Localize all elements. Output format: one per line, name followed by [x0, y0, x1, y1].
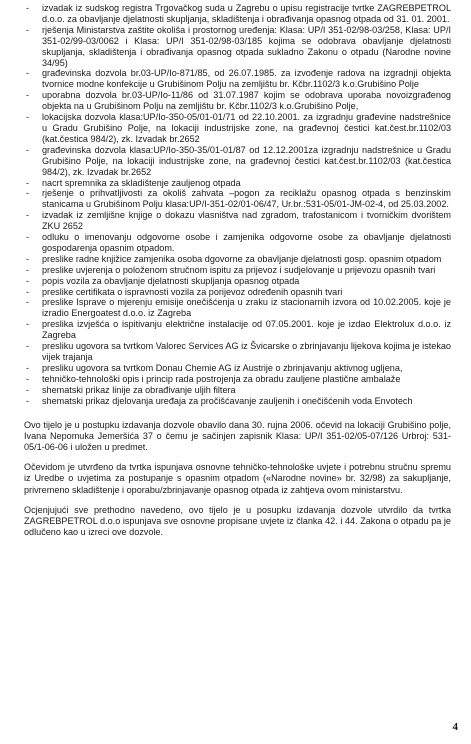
list-item: [24, 341, 451, 363]
list-item-text: nacrt spremnika za skladištenje zauljenog otpada: [42, 177, 241, 188]
list-marker: -: [26, 188, 30, 199]
list-item: [24, 178, 451, 189]
list-item: [24, 396, 451, 407]
list-marker: -: [26, 362, 30, 373]
list-item-text: preslike radne knjižice zamjenika osoba dgovorne za obavljanje djelatnosti gosp. opasnim otpadom: [42, 253, 442, 264]
list-item: [24, 3, 451, 25]
list-item: [24, 90, 451, 112]
list-item-text: lokacijska dozvola klasa:UP/Io-350-05/01-01/71 od 22.10.2001. za izgradnju građevine nadstrešnice u Gradu Grubišino Polje, na lokaciji industrijske zone, na građevnoj čestici kat.čest.br.1102/03 (kat.čestica 984/2), zk. Izvadak br.2652: [42, 112, 451, 144]
list-marker: -: [26, 264, 30, 275]
list-marker: -: [26, 341, 30, 352]
list-item: [24, 287, 451, 298]
inspection-paragraph: Ovo tijelo je u postupku izdavanja dozvole obavilo dana 30. rujna 2006. očevid na lokaciji Grubišino polje, Ivana Nepomuka Jemeršića 37 o čemu je sačinjen zapisnik Klasa: UP/I 351-02/05-07/126 Urbroj: 531-05/1-06-06 i uložen u predmet.: [24, 419, 451, 452]
list-item: [24, 232, 451, 254]
list-marker: -: [26, 297, 30, 308]
list-marker: -: [26, 286, 30, 297]
list-item-text: preslike certifikata o ispravnosti vozila za porijevoz određenih opasnih tvari: [42, 286, 343, 297]
findings-paragraph: Očevidom je utvrđeno da tvrtka ispunjava osnovne tehničko-tehnološke uvjete i potrebnu stručnu spremu iz Uredbe o uvjetima za postupanje s opasnim otpadom («Narodne novine» br. 32/98) za sakupljanje, privremeno skladištenje i oporabu/zbrinjavanje opasnog otpada iz zahtjeva ovom ministarstvu.: [24, 462, 451, 495]
list-item: [24, 145, 451, 178]
list-marker: -: [26, 90, 30, 101]
list-item-text: shematski prikaz linije za obrađivanje uljih filtera: [42, 384, 236, 395]
list-item: [24, 297, 451, 319]
list-marker: -: [26, 395, 30, 406]
list-marker: -: [26, 319, 30, 330]
list-item: [24, 374, 451, 385]
list-item: [24, 210, 451, 232]
list-marker: -: [26, 373, 30, 384]
list-item-text: preslike Isprave o mjerenju emisije onečišćenja u zraku iz stacionarnih izvora od 10.02.2005. koje je izradio Energoatest d.o.o. iz Zagreba: [42, 297, 451, 319]
list-item-text: građevinska dozvola klasa:UP/Io-350-35/01-01/87 od 12.12.2001za izgradnju nadstrešnice u Gradu Grubišino Polje, na lokaciji industrijske zone, na građevnoj čestici kat.čest.br.1102/03 (kat.čestica 984/2), zk. Izvadak br.2652: [42, 144, 451, 177]
list-marker: -: [26, 144, 30, 155]
list-item: [24, 319, 451, 341]
list-item-text: odluku o imenovanju odgovorne osobe i zamjenika odgovorne osobe za obavljanje djelatnosti gospodarenja opasnim otpadom.: [42, 232, 451, 253]
list-item: [24, 265, 451, 276]
list-item: [24, 68, 451, 90]
list-item-text: rješenje o prihvatljivosti za okoliš zahvata –pogon za reciklažu opasnog otpada s benzinskim stanicama u Grubišinom Polju klasa:UP/I-351-02/01-06/47, Ur.br.:531-05/01-JM-02-4, od 25.03.2002.: [42, 188, 451, 210]
list-marker: -: [26, 232, 30, 243]
list-item: [24, 112, 451, 145]
list-item-text: izvadak iz zemljišne knjige o dokazu vlasništva nad zgradom, trafostanicom i tvorničkim dvorištem ZKU 2652: [42, 210, 451, 232]
list-marker: -: [26, 384, 30, 395]
list-marker: -: [26, 3, 30, 13]
list-item: [24, 25, 451, 69]
list-item-text: presliku ugovora sa tvrtkom Valorec Services AG iz Švicarske o zbrinjavanju lijekova kojima je istekao vijek trajanja: [42, 341, 451, 362]
list-item: [24, 276, 451, 287]
list-item-text: shematski prikaz djelovanja uređaja za pročišćavanje zauljenih i onečišćenih voda Envotech: [42, 395, 413, 406]
list-item: [24, 254, 451, 265]
list-marker: -: [26, 253, 30, 264]
list-item-text: tehničko-tehnološki opis i princip rada postrojenja za obradu zauljene plastične ambalaže: [42, 373, 401, 384]
list-item-text: preslika izvješća o ispitivanju električne instalacije od 07.05.2001. koje je izdao Elektrolux d.o.o. iz Zagreba: [42, 319, 451, 341]
list-item-text: uporabna dozvola br.03-UP/Io-11/86 od 31.07.1987 kojim se odobrava uporaba novoizgrađenog objekta na u Grubišinom Polju na zemljištu br. Kčbr.1102/3 k.o.Grubišino Polje,: [42, 90, 451, 112]
list-marker: -: [26, 210, 30, 221]
list-marker: -: [26, 68, 30, 79]
list-marker: -: [26, 24, 30, 35]
list-item-text: preslike uvjerenja o položenom stručnom ispitu za prijevoz i sudjelovanje u prijevozu opasnih tvari: [42, 264, 436, 275]
attachments-list: [24, 3, 451, 407]
page-number: 4: [452, 721, 458, 733]
list-item-text: rješenja Ministarstva zaštite okoliša i prostornog uređenja: Klasa: UP/I 351-02/98-03/258, Klasa: UP/I 351-02/99-03/0062 i Klasa: UP/I 351-02/98-03/185 kojima se odobrava obavljanje djelatnosti skupljanja, skladištenja i obrađivanja opasnog otpada sukladno Zakonu o otpadu (Narodne novine 34/95): [42, 24, 451, 68]
list-marker: -: [26, 275, 30, 286]
list-marker: -: [26, 177, 30, 188]
list-item: [24, 363, 451, 374]
list-item: [24, 385, 451, 396]
list-item-text: presliku ugovora sa tvrtkom Donau Chemie AG iz Austrije o zbrinjavanju aktivnog ugljena,: [42, 362, 403, 373]
conclusion-paragraph: Ocjenjujući sve prethodno navedeno, ovo tijelo je u posupku izdavanja dozvole utvrdilo da tvrtka ZAGREBPETROL d.o.o ispunjava sve osnovne propisane uvjete iz članka 42. i 44. Zakona o otpadu pa je odlučeno kao u izreci ove dozvole.: [24, 504, 451, 538]
list-item: [24, 188, 451, 210]
list-item-text: popis vozila za obavljanje djelatnosti skupljanja opasnog otpada: [42, 275, 300, 286]
list-item-text: građevinska dozvola br.03-UP/Io-871/85, od 26.07.1985. za izvođenje radova na izgradnji objekta tvornice modne konfekcije u Grubišinom Polju na zemljištu br. Kčbr.1102/3 k.o.Grubišino Polje: [42, 68, 451, 90]
list-marker: -: [26, 112, 30, 123]
list-item-text: izvadak iz sudskog registra Trgovačkog suda u Zagrebu o upisu registracije tvrtke ZAGREBPETROL d.o.o. za obavljanje djelatnosti skupljanja, skladištenja i obrađivanja opasnog otpada od 31. 01. 2001.: [42, 3, 451, 24]
